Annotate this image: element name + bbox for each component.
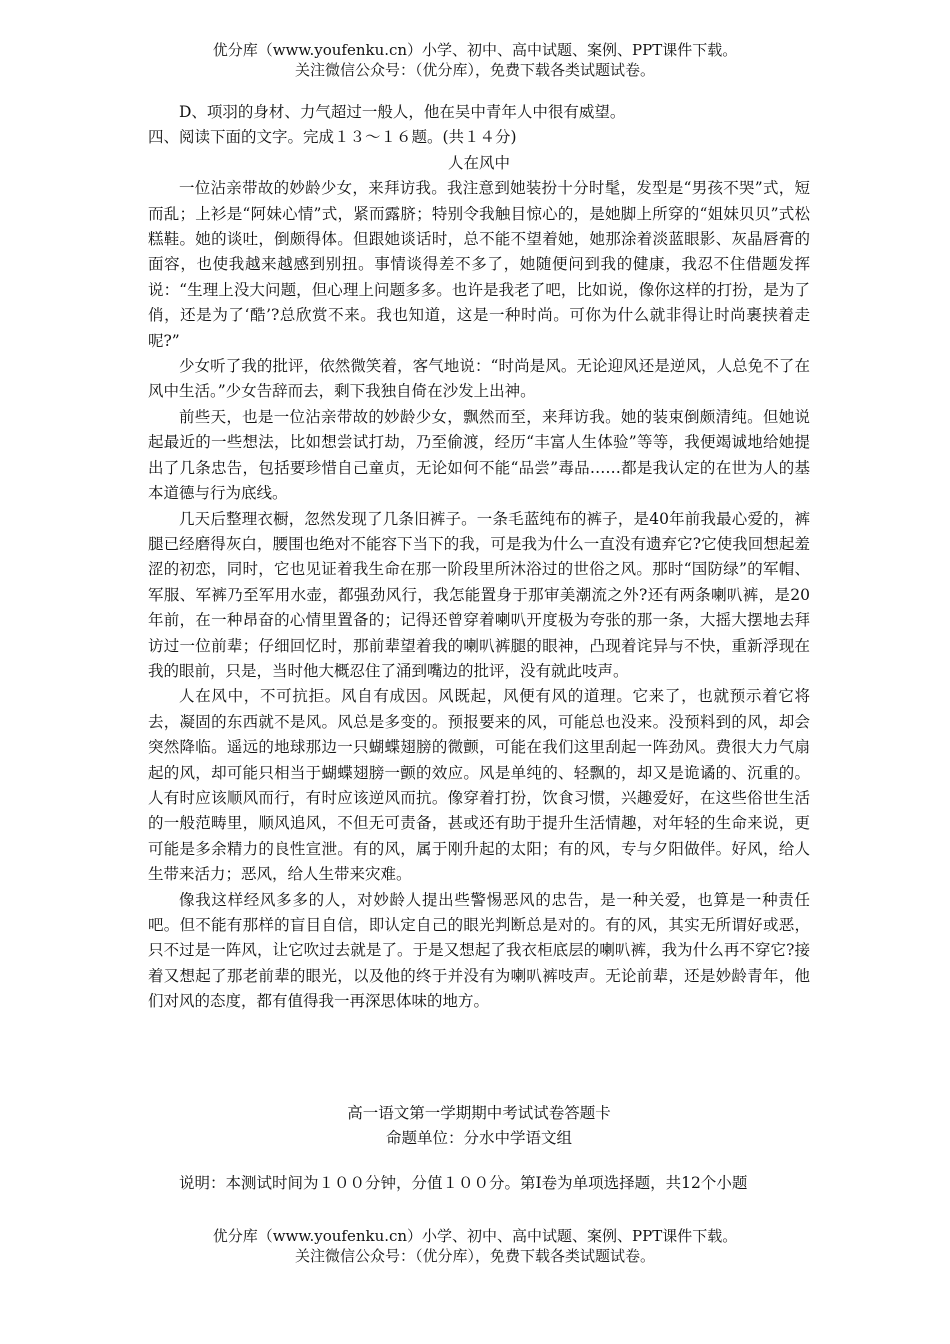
header-line-2: 关注微信公众号：（优分库），免费下载各类试题试卷。 — [294, 61, 655, 79]
article-title: 人在风中 — [447, 153, 510, 172]
footer-line-2: 关注微信公众号：（优分库），免费下载各类试题试卷。 — [294, 1247, 655, 1265]
spacer — [148, 1151, 810, 1171]
option-d: D、项羽的身材、力气超过一般人，他在吴中青年人中很有威望。 — [179, 103, 626, 121]
article-paragraph: 前些天，也是一位沾亲带故的妙龄少女，飘然而至，来拜访我。她的装束倒颇清纯。但她说起最近的一些想法，比如想尝试打劫，乃至偷渡，经历“丰富人生体验”等等，我便竭诚地给她提出了几条忠告，包括要珍惜自己童贞，无论如何不能“品尝”毒品……都是我认定的在世为人的基本道德与行为底线。 — [148, 407, 810, 503]
article-paragraph: 像我这样经风多多的人，对妙龄人提出些警惕恶风的忠告，是一种关爱，也算是一种责任吧。但不能有那样的盲目自信，即认定自己的眼光判断总是对的。有的风，其实无所谓好或恶，只不过是一阵风，让它吹过去就是了。于是又想起了我衣柜底层的喇叭裤，我为什么再不穿它?接着又想起了那老前辈的眼光，以及他的终于并没有为喇叭裤吱声。无论前辈，还是妙龄青年，他们对风的态度，都有值得我一再深思体味的地方。 — [148, 890, 810, 1011]
page-header — [0, 40, 950, 80]
document-body — [148, 100, 810, 1197]
author-unit: 命题单位：分水中学语文组 — [385, 1129, 572, 1148]
article-paragraph: 人在风中，不可抗拒。风自有成因。风既起，风便有风的道理。它来了，也就预示着它将去，凝固的东西就不是风。风总是多变的。预报要来的风，可能总也没来。没预料到的风，却会突然降临。遥远的地球那边一只蝴蝶翅膀的微颤，可能在我们这里刮起一阵劲风。费很大力气扇起的风，却可能只相当于蝴蝶翅膀一颤的效应。风是单纯的、轻飘的，却又是诡谲的、沉重的。人有时应该顺风而行，有时应该逆风而抗。像穿着打扮，饮食习惯，兴趣爱好，在这些俗世生活的一般范畴里，顺风追风，不但无可责备，甚或还有助于提升生活情趣，对年轻的生命来说，更可能是多余精力的良性宣泄。有的风，属于刚升起的太阳；有的风，专与夕阳做伴。好风，给人生带来活力；恶风，给人生带来灾难。 — [148, 687, 810, 884]
page-footer — [0, 1226, 950, 1266]
article-paragraph: 少女听了我的批评，依然微笑着，客气地说：“时尚是风。无论迎风还是逆风，人总免不了在风中生活。”少女告辞而去，剩下我独自倚在沙发上出神。 — [148, 357, 810, 401]
answer-card-title: 高一语文第一学期期中考试试卷答题卡 — [347, 1103, 611, 1122]
article-paragraph: 一位沾亲带故的妙龄少女，来拜访我。我注意到她装扮十分时髦，发型是“男孩不哭”式，短而乱；上衫是“阿妹心情”式，紧而露脐；特别令我触目惊心的，是她脚上所穿的“姐妹贝贝”式松糕鞋。她的谈吐，倒颇得体。但跟她谈话时，总不能不望着她，她那涂着淡蓝眼影、灰晶唇膏的面容，也使我越来越感到别扭。事情谈得差不多了，她随便问到我的健康，我忍不住借题发挥说：“生理上没大问题，但心理上问题多多。也许是我老了吧，比如说，像你这样的打扮，是为了俏，还是为了‘酷’?总欣赏不来。我也知道，这是一种时尚。可你为什么就非得让时尚裹挟着走呢?” — [148, 179, 810, 350]
footer-line-1: 优分库（www.youfenku.cn）小学、初中、高中试题、案例、PPT课件下载。 — [212, 1227, 738, 1245]
article-paragraph: 几天后整理衣橱，忽然发现了几条旧裤子。一条毛蓝纯布的裤子，是40年前我最心爱的，裤腿已经磨得灰白，腰围也绝对不能容下当下的我，可是我为什么一直没有遗弃它?它使我回想起羞涩的初恋，同时，它也见证着我生命在那一阶段里所沐浴过的世俗之风。那时“国防绿”的军帽、军服、军裤乃至军用水壶，都强劲风行，我怎能置身于那审美潮流之外?还有两条喇叭裤，是20年前，在一种昂奋的心情里置备的；记得还曾穿着喇叭开度极为夸张的那一条，大摇大摆地去拜访过一位前辈；仔细回忆时，那前辈望着我的喇叭裤腿的眼神，凸现着诧异与不快，重新浮现在我的眼前，只是，当时他大概忍住了涌到嘴边的批评，没有就此吱声。 — [148, 509, 810, 680]
exam-instructions: 说明：本测试时间为１００分钟，分值１００分。第Ⅰ卷为单项选择题，共12个小题 — [179, 1174, 748, 1193]
section-heading: 四、阅读下面的文字。完成１３～１６题。(共１４分) — [148, 128, 517, 147]
spacer — [148, 1015, 810, 1101]
header-line-1: 优分库（www.youfenku.cn）小学、初中、高中试题、案例、PPT课件下载。 — [212, 41, 738, 59]
